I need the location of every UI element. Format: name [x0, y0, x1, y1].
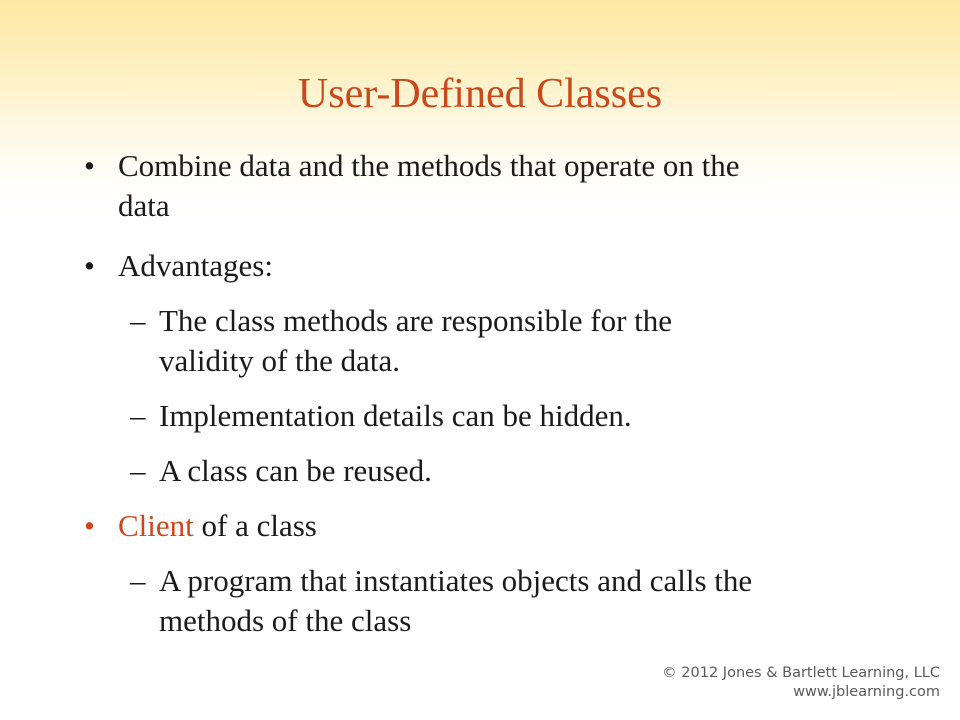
sub-bullet-validity — [130, 301, 672, 381]
bullet-text-line-2: data — [118, 188, 170, 223]
bullet-marker: • — [84, 248, 95, 283]
bullet-advantages — [84, 246, 273, 286]
sub-bullet-text-line-1: The class methods are responsible for the — [159, 303, 673, 338]
bullet-marker: • — [84, 508, 95, 543]
dash-marker: – — [130, 453, 146, 488]
bullet-text-line-1: Combine data and the methods that operate on the — [118, 148, 740, 183]
copyright-notice — [662, 664, 940, 702]
sub-bullet-implementation — [130, 396, 632, 436]
slide-title: User-Defined Classes — [297, 71, 663, 117]
dash-marker: – — [130, 303, 146, 338]
client-keyword: Client — [118, 508, 194, 543]
bullet-marker: • — [84, 148, 95, 183]
sub-bullet-text-line-1: A program that instantiates objects and calls the — [159, 563, 753, 598]
bullet-client — [84, 506, 317, 546]
sub-bullet-program — [130, 561, 752, 641]
sub-bullet-text-line-1: Implementation details can be hidden. — [159, 398, 632, 433]
bullet-text-line-1 — [118, 506, 317, 546]
client-rest-text: of a class — [193, 508, 317, 543]
copyright-text: © 2012 Jones & Bartlett Learning, LLC — [662, 665, 940, 681]
sub-bullet-text-line-2: validity of the data. — [159, 343, 401, 378]
dash-marker: – — [130, 398, 146, 433]
sub-bullet-text-line-2: methods of the class — [159, 603, 412, 638]
website-url: www.jblearning.com — [793, 684, 940, 700]
bullet-text-line-1: Advantages: — [118, 248, 273, 283]
dash-marker: – — [130, 563, 146, 598]
sub-bullet-reused — [130, 451, 432, 491]
sub-bullet-text-line-1: A class can be reused. — [159, 453, 432, 488]
bullet-combine-data — [84, 146, 740, 226]
